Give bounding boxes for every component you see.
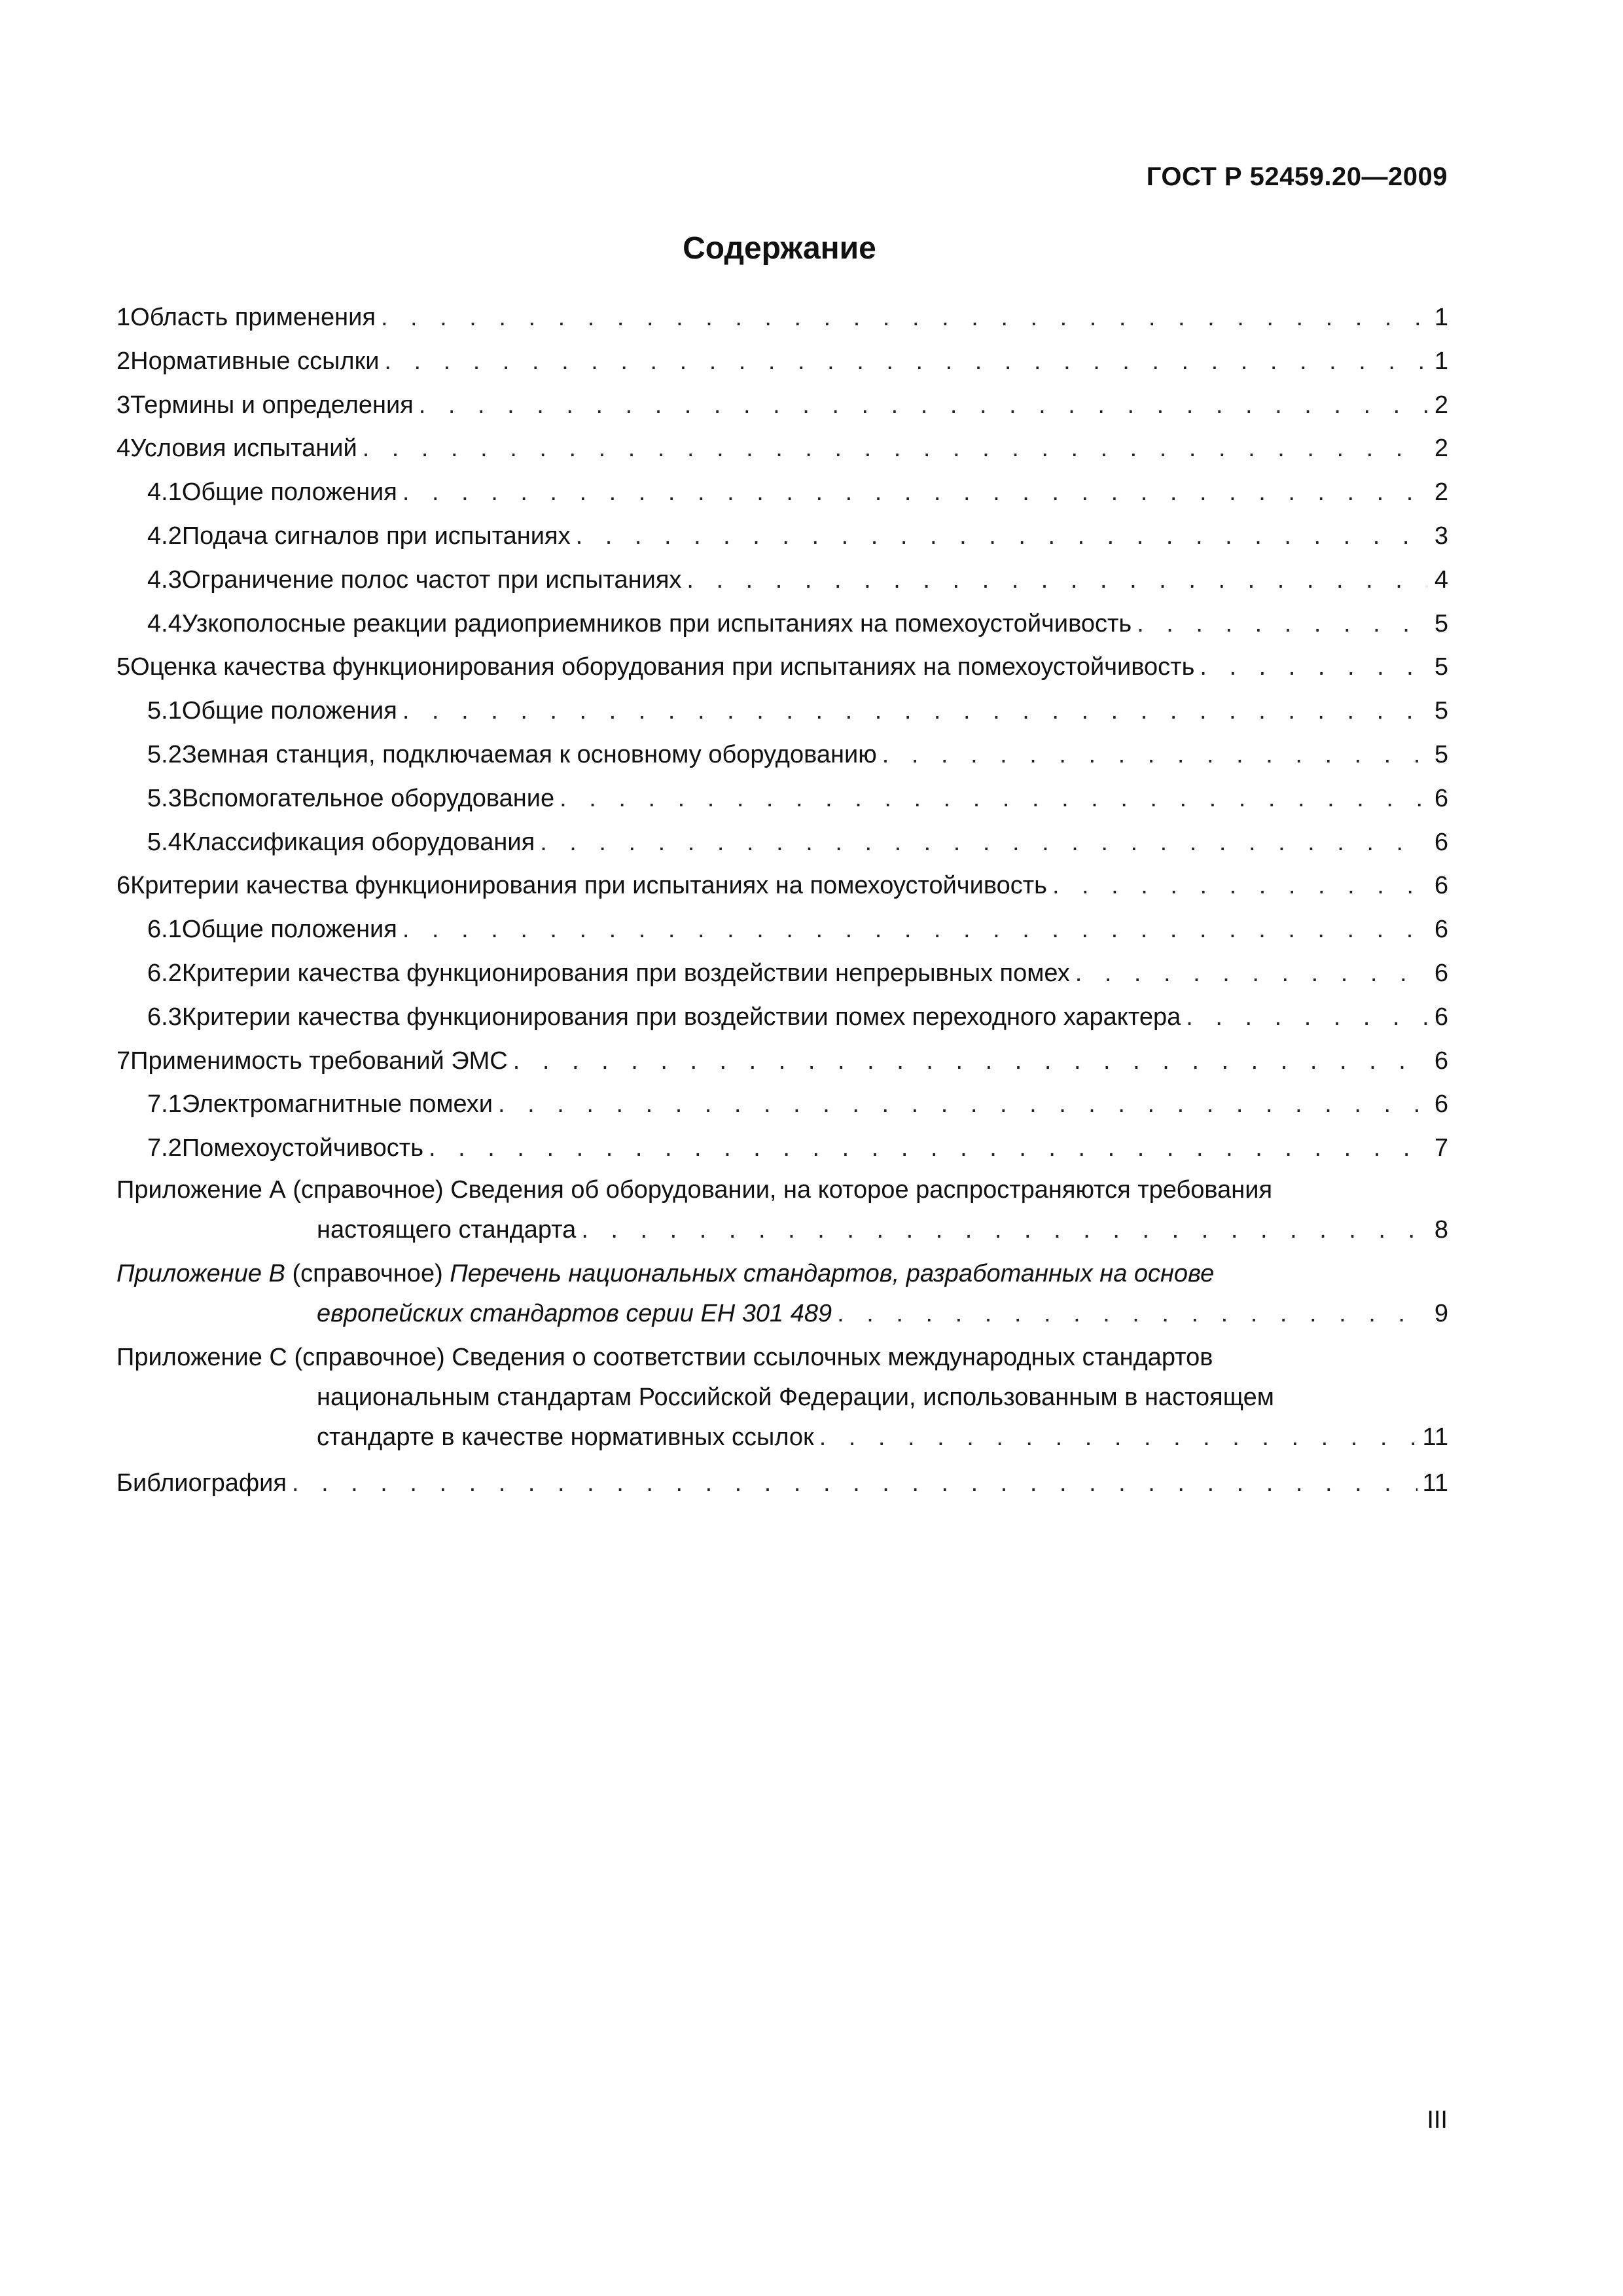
toc-entry-title: Классификация оборудования <box>181 828 535 856</box>
toc-page-number: 6 <box>1434 872 1448 900</box>
leader-dots <box>384 340 1427 384</box>
leader-dots <box>402 908 1427 952</box>
toc-entry-number: 6.3 <box>147 1003 182 1031</box>
toc-entry[interactable] <box>116 864 1448 908</box>
leader-dots <box>402 471 1427 514</box>
appendix-title-line3: стандарте в качестве нормативных ссылок <box>317 1423 814 1451</box>
toc-entry-title: Область применения <box>130 304 376 331</box>
toc-page-number: 1 <box>1434 304 1448 331</box>
toc-entry[interactable] <box>116 1083 1448 1126</box>
leader-dots <box>419 384 1427 427</box>
toc-page-number: 6 <box>1434 959 1448 987</box>
leader-dots <box>581 1210 1429 1250</box>
toc-page-number: 2 <box>1434 391 1448 419</box>
toc-entry-number: 2 <box>116 347 131 375</box>
toc-page-number: 6 <box>1434 828 1448 856</box>
appendix-title-line1: Сведения о соответствии ссылочных международных стандартов <box>452 1343 1213 1371</box>
appendix-title-line1: Сведения об оборудовании, на которое распространяются требования <box>450 1175 1273 1204</box>
toc-entry-number: 4 <box>116 435 131 463</box>
toc-entry-number: 4.1 <box>147 478 182 507</box>
toc-entry[interactable] <box>116 996 1448 1039</box>
toc-entry[interactable] <box>116 733 1448 777</box>
leader-dots <box>513 1039 1427 1083</box>
toc-page-number: 5 <box>1434 740 1448 768</box>
leader-dots <box>560 777 1427 821</box>
toc-page-number: 11 <box>1422 1423 1448 1451</box>
toc-entry-number: 5.2 <box>147 740 182 768</box>
appendix-kind: (справочное) <box>293 1175 444 1204</box>
toc-entry[interactable] <box>116 558 1448 602</box>
toc-entry-title: Применимость требований ЭМС <box>130 1047 508 1075</box>
toc-page-number: 1 <box>1434 347 1448 375</box>
leader-dots <box>687 558 1427 602</box>
toc-entry[interactable] <box>116 340 1448 384</box>
toc-page-number: 9 <box>1434 1299 1448 1327</box>
toc-entry[interactable] <box>116 514 1448 558</box>
toc-entries <box>116 296 1448 1170</box>
leader-dots <box>1075 952 1427 996</box>
toc-page-number: 5 <box>1434 609 1448 637</box>
toc-entry-number: 6.2 <box>147 959 182 987</box>
appendix-prefix: Приложение В <box>116 1259 285 1287</box>
table-of-contents <box>116 296 1448 1505</box>
toc-entry[interactable] <box>116 952 1448 996</box>
toc-page-number: 6 <box>1434 916 1448 944</box>
toc-entry[interactable] <box>116 645 1448 689</box>
leader-dots <box>576 514 1427 558</box>
toc-entry[interactable] <box>116 689 1448 733</box>
toc-page-number: 4 <box>1434 565 1448 594</box>
toc-page-number: 7 <box>1434 1134 1448 1162</box>
toc-appendix-c[interactable] <box>116 1338 1448 1458</box>
toc-entry[interactable] <box>116 296 1448 340</box>
toc-appendix-b[interactable] <box>116 1254 1448 1334</box>
toc-entry-number: 4.2 <box>147 522 182 550</box>
toc-entry-number: 7.1 <box>147 1090 182 1119</box>
leader-dots <box>498 1083 1427 1126</box>
toc-page-number: 6 <box>1434 1003 1448 1031</box>
toc-entry-title: Критерии качества функционирования при воздействии помех переходного характера <box>181 1003 1181 1031</box>
toc-entry-number: 5 <box>116 653 131 681</box>
toc-entry-title: Вспомогательное оборудование <box>181 784 555 812</box>
appendix-title-line1: Перечень национальных стандартов, разработанных на основе <box>450 1259 1215 1287</box>
toc-page-number: 8 <box>1434 1215 1448 1244</box>
toc-page-number: 5 <box>1434 653 1448 681</box>
page-number: III <box>1427 2106 1448 2134</box>
toc-entry-title: Общие положения <box>181 478 397 507</box>
toc-page-number: 3 <box>1434 522 1448 550</box>
toc-page-number: 6 <box>1434 1047 1448 1075</box>
toc-entry-number: 4.4 <box>147 609 182 637</box>
toc-entry-number: 7 <box>116 1047 131 1075</box>
toc-entry-number: 4.3 <box>147 565 182 594</box>
leader-dots <box>837 1294 1429 1334</box>
toc-entry-title: Электромагнитные помехи <box>181 1090 493 1119</box>
appendix-kind: (справочное) <box>292 1259 443 1287</box>
leader-dots <box>1137 602 1427 646</box>
toc-entry-number: 3 <box>116 391 131 419</box>
toc-page-number: 11 <box>1422 1469 1448 1497</box>
toc-entry[interactable] <box>116 821 1448 865</box>
standard-number: ГОСТ Р 52459.20—2009 <box>1146 162 1448 191</box>
toc-title: Содержание <box>683 231 876 266</box>
leader-dots <box>363 427 1427 471</box>
leader-dots <box>1200 645 1427 689</box>
appendix-title-line2: европейских стандартов серии ЕН 301 489 <box>317 1299 832 1327</box>
toc-entry-title: Термины и определения <box>130 391 414 419</box>
appendix-prefix: Приложение С <box>116 1343 287 1371</box>
toc-entry-title: Условия испытаний <box>130 435 357 463</box>
toc-page-number: 2 <box>1434 478 1448 507</box>
toc-entry-title: Земная станция, подключаемая к основному оборудованию <box>181 740 877 768</box>
toc-entry-number: 5.1 <box>147 697 182 725</box>
toc-entry[interactable] <box>116 427 1448 471</box>
toc-entry-number: 5.4 <box>147 828 182 856</box>
toc-entry-title: Оценка качества функционирования оборудования при испытаниях на помехоустойчивость <box>130 653 1195 681</box>
leader-dots <box>429 1126 1427 1170</box>
toc-entry-title: Общие положения <box>181 916 397 944</box>
toc-entry[interactable] <box>116 384 1448 427</box>
toc-page-number: 6 <box>1434 1090 1448 1119</box>
toc-entry-number: 5.3 <box>147 784 182 812</box>
appendix-prefix: Приложение А <box>116 1175 286 1204</box>
toc-entry-title: Помехоустойчивость <box>181 1134 424 1162</box>
toc-entry-title: Критерии качества функционирования при испытаниях на помехоустойчивость <box>130 872 1047 900</box>
leader-dots <box>402 689 1427 733</box>
toc-entry[interactable] <box>116 602 1448 646</box>
toc-entry[interactable] <box>116 777 1448 821</box>
toc-entry-number: 6.1 <box>147 916 182 944</box>
toc-page-number: 2 <box>1434 435 1448 463</box>
toc-entry-title: Ограничение полос частот при испытаниях <box>181 565 682 594</box>
toc-entry-title: Нормативные ссылки <box>130 347 380 375</box>
leader-dots <box>882 733 1427 777</box>
toc-entry-title: Подача сигналов при испытаниях <box>181 522 571 550</box>
leader-dots <box>1052 864 1427 908</box>
leader-dots <box>819 1418 1418 1458</box>
toc-entry-title: Общие положения <box>181 697 397 725</box>
leader-dots <box>381 296 1427 340</box>
toc-entry[interactable] <box>116 1126 1448 1170</box>
toc-bibliography[interactable] <box>116 1462 1448 1505</box>
toc-entry[interactable] <box>116 908 1448 952</box>
toc-entry-title: Библиография <box>116 1469 287 1497</box>
appendix-title-line2: национальным стандартам Российской Федерации, использованным в настоящем <box>317 1383 1274 1411</box>
toc-entry[interactable] <box>116 471 1448 514</box>
toc-entry[interactable] <box>116 1039 1448 1083</box>
toc-entry-title: Критерии качества функционирования при воздействии непрерывных помех <box>181 959 1070 987</box>
toc-entry-number: 7.2 <box>147 1134 182 1162</box>
leader-dots <box>540 821 1427 865</box>
leader-dots <box>1186 996 1427 1039</box>
toc-page-number: 6 <box>1434 784 1448 812</box>
appendix-title-line2: настоящего стандарта <box>317 1215 577 1244</box>
toc-entry-number: 6 <box>116 872 131 900</box>
toc-entry-number: 1 <box>116 304 131 331</box>
appendix-kind: (справочное) <box>294 1343 445 1371</box>
toc-page-number: 5 <box>1434 697 1448 725</box>
toc-appendix-a[interactable] <box>116 1170 1448 1250</box>
toc-entry-title: Узкополосные реакции радиоприемников при испытаниях на помехоустойчивость <box>181 609 1132 637</box>
leader-dots <box>292 1462 1418 1505</box>
